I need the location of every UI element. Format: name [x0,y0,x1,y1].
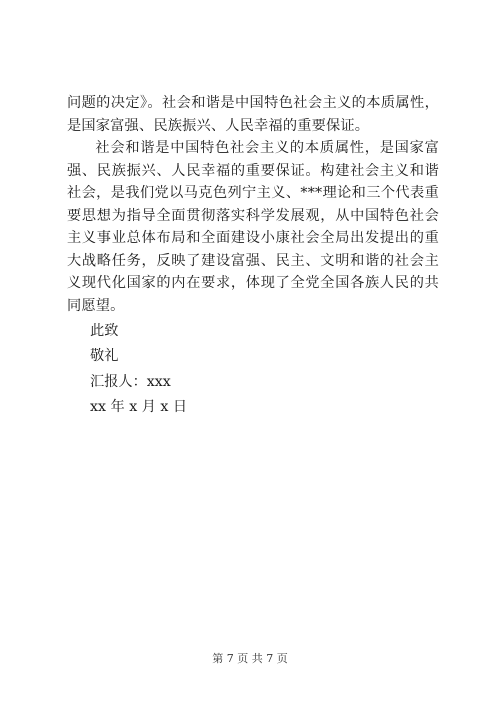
closing-regards: 敬礼 [90,348,119,364]
document-body [67,92,439,317]
paragraph-main: 社会和谐是中国特色社会主义的本质属性，是国家富强、民族振兴、人民幸福的重要保证。构建社会主义和谐社会，是我们党以马克色列宁主义、***理论和三个代表重要思想为指导全面贯彻落实科学发展观，从中国特色社会主义事业总体布局和全面建设小康社会全局出发提出的重大战略任务，反映了建设富强、民主、文明和谐的社会主义现代化国家的内在要求，体现了全党全国各族人民的共同愿望。 [67,140,439,314]
page-footer: 第 7 页 共 7 页 [212,652,288,665]
closing-salutation: 此致 [90,323,119,339]
reporter-signature: 汇报人：xxx [90,374,171,390]
report-date: xx 年 x 月 x 日 [90,399,188,415]
paragraph-continuation: 问题的决定》。社会和谐是中国特色社会主义的本质属性，是国家富强、民族振兴、人民幸福的重要保证。 [67,95,439,134]
